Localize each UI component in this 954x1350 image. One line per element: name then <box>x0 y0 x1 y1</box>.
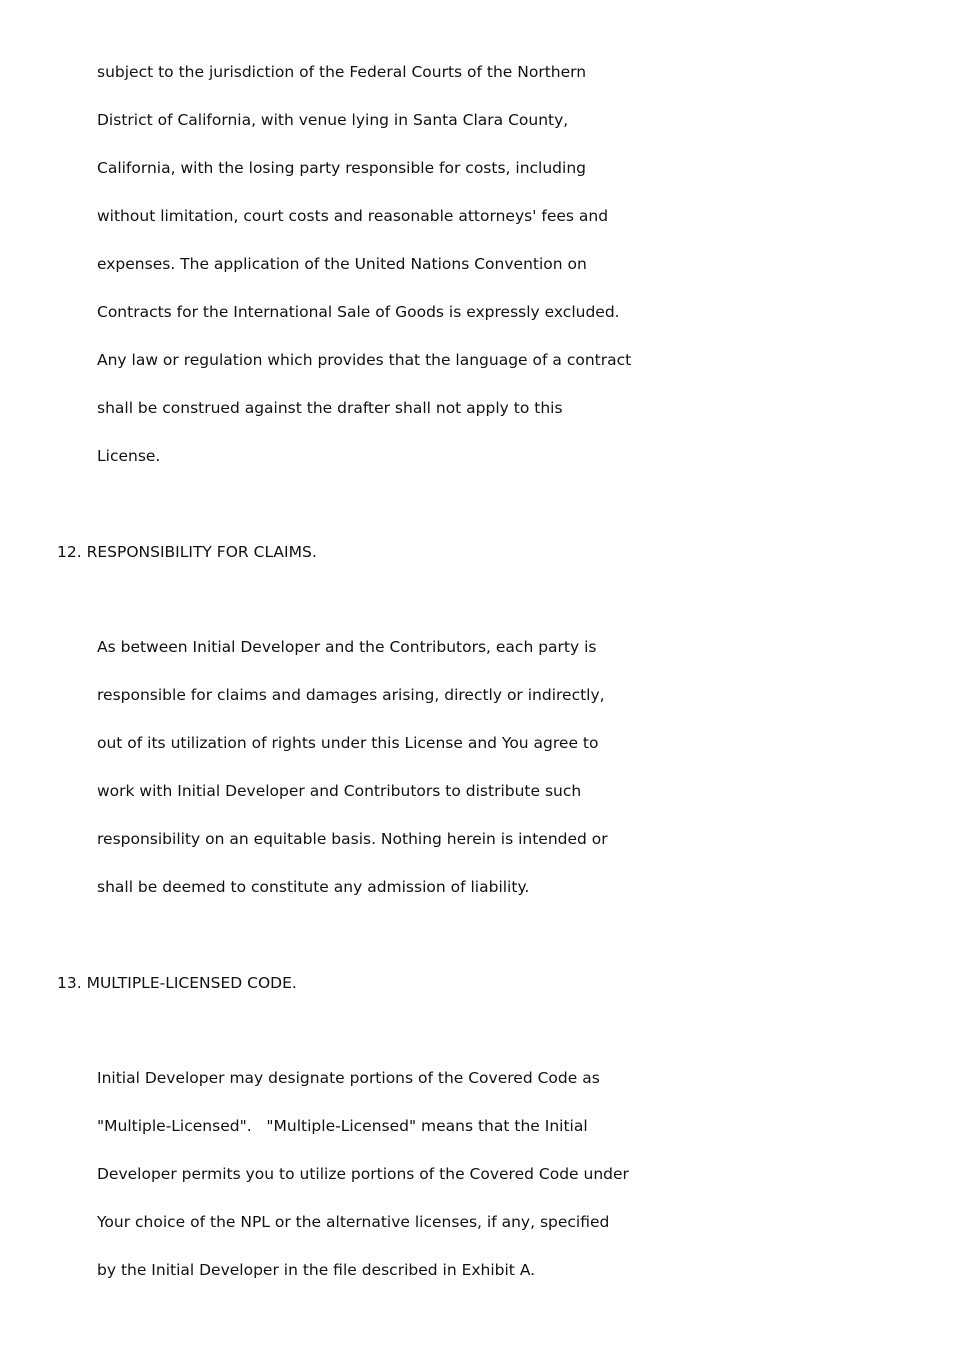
paragraph-line: shall be deemed to constitute any admission of liability. <box>97 878 530 896</box>
paragraph-line: by the Initial Developer in the file described in Exhibit A. <box>97 1261 536 1279</box>
paragraph-line: out of its utilization of rights under this License and You agree to <box>97 734 599 752</box>
paragraph-line: California, with the losing party responsible for costs, including <box>97 159 586 177</box>
paragraph-line: expenses. The application of the United Nations Convention on <box>97 255 587 273</box>
section-heading: 12. RESPONSIBILITY FOR CLAIMS. <box>57 543 317 561</box>
paragraph-line: Contracts for the International Sale of Goods is expressly excluded. <box>97 303 620 321</box>
paragraph-line: District of California, with venue lying in Santa Clara County, <box>97 111 569 129</box>
paragraph-line: "Multiple-Licensed". "Multiple-Licensed" means that the Initial <box>97 1117 588 1135</box>
paragraph-line: Initial Developer may designate portions of the Covered Code as <box>97 1069 600 1087</box>
paragraph-line: Any law or regulation which provides that the language of a contract <box>97 351 632 369</box>
paragraph-line: License. <box>97 447 161 465</box>
paragraph-line: Your choice of the NPL or the alternative licenses, if any, specified <box>97 1213 610 1231</box>
paragraph-line: Developer permits you to utilize portions of the Covered Code under <box>97 1165 629 1183</box>
paragraph-line: subject to the jurisdiction of the Federal Courts of the Northern <box>97 63 587 81</box>
paragraph-line: work with Initial Developer and Contributors to distribute such <box>97 782 582 800</box>
paragraph-line: responsibility on an equitable basis. Nothing herein is intended or <box>97 830 608 848</box>
paragraph-line: responsible for claims and damages arising, directly or indirectly, <box>97 686 605 704</box>
paragraph-line: without limitation, court costs and reasonable attorneys' fees and <box>97 207 609 225</box>
paragraph-line: As between Initial Developer and the Contributors, each party is <box>97 638 597 656</box>
paragraph-line: shall be construed against the drafter shall not apply to this <box>97 399 563 417</box>
section-heading: 13. MULTIPLE-LICENSED CODE. <box>57 974 297 992</box>
